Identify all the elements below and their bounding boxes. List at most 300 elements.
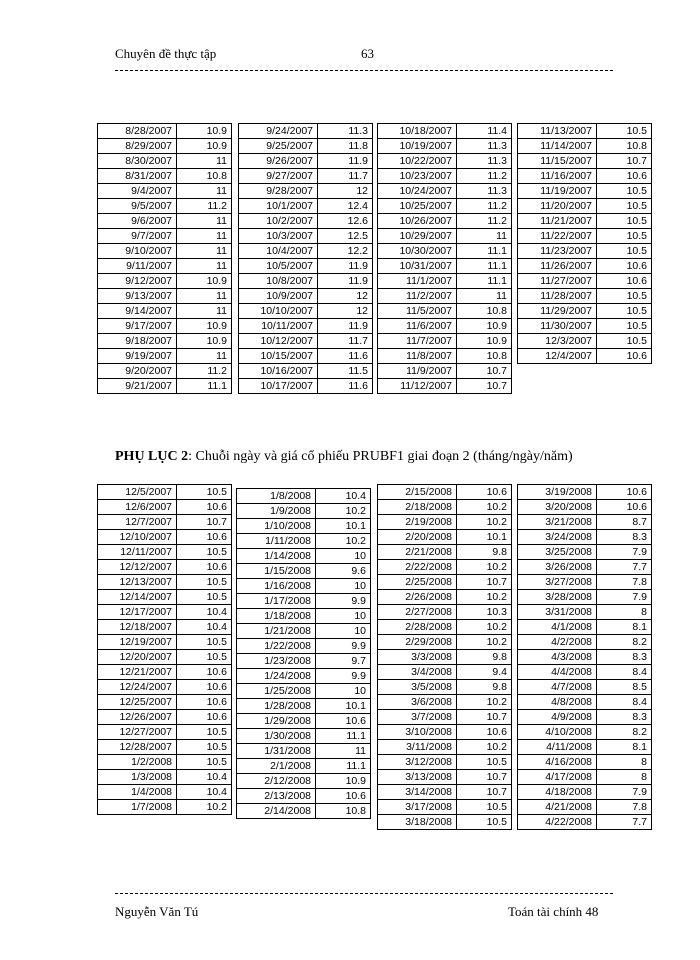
table-row	[518, 154, 652, 169]
price-cell: 7.9	[597, 590, 652, 605]
table-row	[518, 740, 652, 755]
date-cell: 2/1/2008	[237, 759, 316, 774]
table-row	[518, 304, 652, 319]
price-cell: 10.1	[316, 699, 371, 714]
date-cell: 1/2/2008	[98, 755, 177, 770]
price-cell: 10.4	[177, 620, 232, 635]
table-row	[239, 319, 373, 334]
price-cell: 10.4	[177, 785, 232, 800]
table-row	[518, 259, 652, 274]
date-cell: 12/25/2007	[98, 695, 177, 710]
date-cell: 1/25/2008	[237, 684, 316, 699]
price-cell: 10.7	[177, 515, 232, 530]
table-row	[98, 244, 232, 259]
price-cell: 12	[318, 184, 373, 199]
price-cell: 10.6	[177, 695, 232, 710]
price-cell: 8.2	[597, 725, 652, 740]
table-row	[239, 304, 373, 319]
table-row	[237, 624, 371, 639]
price-cell: 10.6	[177, 560, 232, 575]
table-row	[239, 214, 373, 229]
date-cell: 4/2/2008	[518, 635, 597, 650]
price-cell: 10.5	[597, 304, 652, 319]
price-cell: 8.4	[597, 665, 652, 680]
price-cell: 12.2	[318, 244, 373, 259]
date-cell: 12/24/2007	[98, 680, 177, 695]
price-cell: 10.2	[457, 620, 512, 635]
price-cell: 10.2	[457, 560, 512, 575]
date-cell: 4/4/2008	[518, 665, 597, 680]
date-cell: 9/27/2007	[239, 169, 318, 184]
table-row	[237, 714, 371, 729]
price-cell: 10.6	[177, 665, 232, 680]
date-cell: 10/10/2007	[239, 304, 318, 319]
date-cell: 1/4/2008	[98, 785, 177, 800]
price-cell: 7.8	[597, 800, 652, 815]
table-row	[518, 815, 652, 830]
price-cell: 10.4	[177, 770, 232, 785]
date-cell: 2/26/2008	[378, 590, 457, 605]
date-cell: 10/3/2007	[239, 229, 318, 244]
table-row	[98, 755, 232, 770]
price-cell: 11.3	[318, 124, 373, 139]
table-row	[98, 725, 232, 740]
price-cell: 11.6	[318, 379, 373, 394]
date-cell: 3/19/2008	[518, 485, 597, 500]
date-cell: 11/2/2007	[378, 289, 457, 304]
date-cell: 1/23/2008	[237, 654, 316, 669]
price-cell: 9.8	[457, 650, 512, 665]
price-cell: 11	[177, 349, 232, 364]
table-row	[98, 530, 232, 545]
date-cell: 11/13/2007	[518, 124, 597, 139]
price-cell: 8.7	[597, 515, 652, 530]
date-cell: 1/18/2008	[237, 609, 316, 624]
price-cell: 11.9	[318, 274, 373, 289]
price-cell: 10.6	[316, 789, 371, 804]
price-cell: 10.5	[177, 590, 232, 605]
table-row	[378, 755, 512, 770]
date-cell: 12/18/2007	[98, 620, 177, 635]
table-row	[518, 605, 652, 620]
date-cell: 9/11/2007	[98, 259, 177, 274]
price-cell: 12	[318, 289, 373, 304]
price-cell: 10.9	[177, 139, 232, 154]
price-cell: 11.7	[318, 334, 373, 349]
table-row	[378, 154, 512, 169]
price-table-top-2	[238, 123, 373, 394]
price-cell: 8	[597, 605, 652, 620]
date-cell: 4/7/2008	[518, 680, 597, 695]
price-cell: 11.2	[177, 364, 232, 379]
date-cell: 4/10/2008	[518, 725, 597, 740]
price-cell: 11.2	[457, 199, 512, 214]
table-row	[378, 485, 512, 500]
table-row	[518, 169, 652, 184]
date-cell: 1/21/2008	[237, 624, 316, 639]
appendix-caption	[115, 449, 573, 465]
date-cell: 11/1/2007	[378, 274, 457, 289]
price-cell: 10.6	[597, 500, 652, 515]
price-cell: 11.4	[457, 124, 512, 139]
date-cell: 3/26/2008	[518, 560, 597, 575]
table-row	[237, 789, 371, 804]
price-cell: 10.6	[457, 725, 512, 740]
table-row	[378, 124, 512, 139]
price-cell: 10.1	[316, 519, 371, 534]
table-row	[378, 695, 512, 710]
table-row	[239, 289, 373, 304]
price-cell: 10.5	[177, 740, 232, 755]
table-row	[237, 504, 371, 519]
price-cell: 11.1	[457, 274, 512, 289]
footer-divider	[115, 893, 613, 894]
date-cell: 12/28/2007	[98, 740, 177, 755]
price-cell: 10.9	[177, 319, 232, 334]
price-cell: 11.8	[318, 139, 373, 154]
price-table-top-3	[377, 123, 512, 394]
price-cell: 11	[177, 244, 232, 259]
table-row	[98, 124, 232, 139]
table-row	[98, 154, 232, 169]
date-cell: 3/4/2008	[378, 665, 457, 680]
table-row	[378, 800, 512, 815]
table-row	[98, 364, 232, 379]
price-cell: 11	[316, 744, 371, 759]
table-row	[98, 680, 232, 695]
price-cell: 11.9	[318, 154, 373, 169]
table-row	[237, 549, 371, 564]
table-row	[98, 289, 232, 304]
table-row	[98, 319, 232, 334]
price-cell: 11	[177, 214, 232, 229]
date-cell: 1/29/2008	[237, 714, 316, 729]
table-row	[98, 259, 232, 274]
date-cell: 11/6/2007	[378, 319, 457, 334]
price-cell: 10.6	[177, 500, 232, 515]
date-cell: 11/5/2007	[378, 304, 457, 319]
date-cell: 11/27/2007	[518, 274, 597, 289]
table-row	[518, 319, 652, 334]
price-cell: 10.5	[457, 755, 512, 770]
price-cell: 10.7	[597, 154, 652, 169]
date-cell: 4/18/2008	[518, 785, 597, 800]
price-cell: 10.7	[457, 770, 512, 785]
table-row	[378, 349, 512, 364]
price-cell: 10.8	[177, 169, 232, 184]
table-row	[237, 609, 371, 624]
table-row	[518, 575, 652, 590]
date-cell: 3/7/2008	[378, 710, 457, 725]
price-cell: 10.5	[597, 289, 652, 304]
table-row	[518, 334, 652, 349]
table-row	[378, 289, 512, 304]
header-title: Chuyên đề thực tập	[115, 46, 217, 61]
date-cell: 9/7/2007	[98, 229, 177, 244]
date-cell: 3/20/2008	[518, 500, 597, 515]
price-cell: 10.9	[457, 319, 512, 334]
table-row	[98, 515, 232, 530]
date-cell: 2/25/2008	[378, 575, 457, 590]
date-cell: 2/20/2008	[378, 530, 457, 545]
date-cell: 12/19/2007	[98, 635, 177, 650]
table-row	[237, 744, 371, 759]
price-table-top-4	[517, 123, 652, 364]
table-row	[378, 545, 512, 560]
price-cell: 9.9	[316, 669, 371, 684]
price-cell: 10.6	[316, 714, 371, 729]
date-cell: 3/25/2008	[518, 545, 597, 560]
date-cell: 8/31/2007	[98, 169, 177, 184]
price-cell: 11	[177, 289, 232, 304]
date-cell: 3/10/2008	[378, 725, 457, 740]
price-cell: 12.6	[318, 214, 373, 229]
table-row	[378, 635, 512, 650]
table-row	[378, 605, 512, 620]
date-cell: 11/21/2007	[518, 214, 597, 229]
date-cell: 11/30/2007	[518, 319, 597, 334]
date-cell: 12/3/2007	[518, 334, 597, 349]
price-cell: 10.5	[177, 650, 232, 665]
table-row	[98, 545, 232, 560]
price-cell: 10.6	[457, 485, 512, 500]
table-row	[518, 710, 652, 725]
table-row	[378, 785, 512, 800]
date-cell: 3/5/2008	[378, 680, 457, 695]
price-cell: 10.2	[316, 534, 371, 549]
date-cell: 1/14/2008	[237, 549, 316, 564]
table-row	[518, 560, 652, 575]
table-row	[237, 519, 371, 534]
date-cell: 12/4/2007	[518, 349, 597, 364]
table-row	[98, 349, 232, 364]
date-cell: 4/9/2008	[518, 710, 597, 725]
price-cell: 11	[177, 184, 232, 199]
table-row	[239, 154, 373, 169]
table-row	[378, 379, 512, 394]
table-row	[239, 139, 373, 154]
price-cell: 8.4	[597, 695, 652, 710]
price-cell: 9.6	[316, 564, 371, 579]
price-cell: 11.2	[457, 169, 512, 184]
price-cell: 11	[457, 289, 512, 304]
date-cell: 2/22/2008	[378, 560, 457, 575]
table-row	[518, 139, 652, 154]
table-row	[237, 534, 371, 549]
table-row	[378, 710, 512, 725]
price-table-bottom-4	[517, 484, 652, 830]
date-cell: 9/26/2007	[239, 154, 318, 169]
table-row	[378, 364, 512, 379]
date-cell: 2/13/2008	[237, 789, 316, 804]
table-row	[378, 304, 512, 319]
price-cell: 8	[597, 770, 652, 785]
table-row	[239, 169, 373, 184]
table-row	[237, 594, 371, 609]
table-row	[378, 259, 512, 274]
price-cell: 10.5	[457, 815, 512, 830]
price-cell: 10.2	[457, 515, 512, 530]
table-row	[98, 304, 232, 319]
date-cell: 1/17/2008	[237, 594, 316, 609]
date-cell: 3/31/2008	[518, 605, 597, 620]
table-row	[378, 515, 512, 530]
table-row	[98, 560, 232, 575]
price-cell: 9.4	[457, 665, 512, 680]
price-cell: 10.9	[177, 124, 232, 139]
caption-label: PHỤ LỤC 2	[115, 449, 189, 464]
price-cell: 10.5	[177, 545, 232, 560]
price-cell: 10.5	[597, 229, 652, 244]
date-cell: 10/18/2007	[378, 124, 457, 139]
date-cell: 2/21/2008	[378, 545, 457, 560]
date-cell: 9/12/2007	[98, 274, 177, 289]
date-cell: 10/23/2007	[378, 169, 457, 184]
table-row	[378, 214, 512, 229]
table-row	[378, 530, 512, 545]
price-cell: 10.5	[177, 725, 232, 740]
date-cell: 10/24/2007	[378, 184, 457, 199]
date-cell: 11/14/2007	[518, 139, 597, 154]
table-row	[518, 349, 652, 364]
table-row	[237, 804, 371, 819]
price-cell: 10.5	[597, 334, 652, 349]
table-row	[98, 485, 232, 500]
table-row	[378, 169, 512, 184]
date-cell: 3/17/2008	[378, 800, 457, 815]
price-cell: 10.1	[457, 530, 512, 545]
table-row	[239, 124, 373, 139]
table-row	[237, 729, 371, 744]
table-row	[98, 229, 232, 244]
table-row	[239, 259, 373, 274]
price-cell: 10.7	[457, 785, 512, 800]
date-cell: 11/19/2007	[518, 184, 597, 199]
date-cell: 2/29/2008	[378, 635, 457, 650]
price-cell: 10	[316, 549, 371, 564]
price-cell: 10.6	[177, 680, 232, 695]
date-cell: 12/7/2007	[98, 515, 177, 530]
price-cell: 10.4	[177, 605, 232, 620]
date-cell: 10/26/2007	[378, 214, 457, 229]
table-row	[518, 695, 652, 710]
date-cell: 1/3/2008	[98, 770, 177, 785]
price-cell: 10.5	[597, 124, 652, 139]
price-cell: 10.8	[457, 304, 512, 319]
date-cell: 10/4/2007	[239, 244, 318, 259]
date-cell: 10/12/2007	[239, 334, 318, 349]
date-cell: 10/17/2007	[239, 379, 318, 394]
table-row	[98, 500, 232, 515]
price-cell: 11.1	[177, 379, 232, 394]
date-cell: 2/27/2008	[378, 605, 457, 620]
date-cell: 2/28/2008	[378, 620, 457, 635]
date-cell: 3/13/2008	[378, 770, 457, 785]
date-cell: 3/28/2008	[518, 590, 597, 605]
date-cell: 9/14/2007	[98, 304, 177, 319]
price-cell: 11	[177, 259, 232, 274]
table-row	[518, 590, 652, 605]
table-row	[378, 334, 512, 349]
price-cell: 11	[177, 304, 232, 319]
table-row	[518, 485, 652, 500]
table-row	[518, 620, 652, 635]
price-cell: 11.3	[457, 184, 512, 199]
table-row	[378, 575, 512, 590]
date-cell: 8/30/2007	[98, 154, 177, 169]
table-row	[378, 680, 512, 695]
date-cell: 10/2/2007	[239, 214, 318, 229]
date-cell: 12/12/2007	[98, 560, 177, 575]
date-cell: 10/11/2007	[239, 319, 318, 334]
table-row	[98, 620, 232, 635]
date-cell: 9/4/2007	[98, 184, 177, 199]
price-cell: 10.5	[597, 319, 652, 334]
table-row	[518, 545, 652, 560]
price-cell: 7.7	[597, 560, 652, 575]
table-row	[378, 199, 512, 214]
table-row	[98, 590, 232, 605]
date-cell: 9/6/2007	[98, 214, 177, 229]
table-row	[98, 199, 232, 214]
date-cell: 1/16/2008	[237, 579, 316, 594]
price-cell: 10.5	[177, 755, 232, 770]
price-cell: 10.3	[457, 605, 512, 620]
price-cell: 10.9	[177, 334, 232, 349]
date-cell: 3/21/2008	[518, 515, 597, 530]
table-row	[518, 244, 652, 259]
table-row	[378, 229, 512, 244]
table-row	[518, 289, 652, 304]
date-cell: 3/18/2008	[378, 815, 457, 830]
date-cell: 11/15/2007	[518, 154, 597, 169]
table-row	[518, 800, 652, 815]
table-row	[239, 244, 373, 259]
price-cell: 10.2	[457, 740, 512, 755]
date-cell: 12/11/2007	[98, 545, 177, 560]
table-row	[518, 770, 652, 785]
caption-text: : Chuỗi ngày và giá cổ phiếu PRUBF1 giai đoạn 2 (tháng/ngày/năm)	[188, 449, 573, 464]
price-cell: 10.7	[457, 710, 512, 725]
date-cell: 3/14/2008	[378, 785, 457, 800]
table-row	[237, 774, 371, 789]
table-row	[378, 725, 512, 740]
date-cell: 2/18/2008	[378, 500, 457, 515]
date-cell: 12/21/2007	[98, 665, 177, 680]
date-cell: 11/7/2007	[378, 334, 457, 349]
date-cell: 10/25/2007	[378, 199, 457, 214]
table-row	[378, 770, 512, 785]
date-cell: 10/29/2007	[378, 229, 457, 244]
date-cell: 3/3/2008	[378, 650, 457, 665]
table-row	[378, 184, 512, 199]
date-cell: 1/15/2008	[237, 564, 316, 579]
price-cell: 10.5	[597, 199, 652, 214]
date-cell: 1/28/2008	[237, 699, 316, 714]
date-cell: 11/29/2007	[518, 304, 597, 319]
price-cell: 10.6	[597, 485, 652, 500]
price-cell: 9.8	[457, 680, 512, 695]
price-cell: 10.2	[316, 504, 371, 519]
table-row	[518, 665, 652, 680]
table-row	[518, 755, 652, 770]
table-row	[237, 564, 371, 579]
price-cell: 8.2	[597, 635, 652, 650]
table-row	[378, 650, 512, 665]
table-row	[518, 725, 652, 740]
date-cell: 2/14/2008	[237, 804, 316, 819]
price-cell: 11	[177, 229, 232, 244]
